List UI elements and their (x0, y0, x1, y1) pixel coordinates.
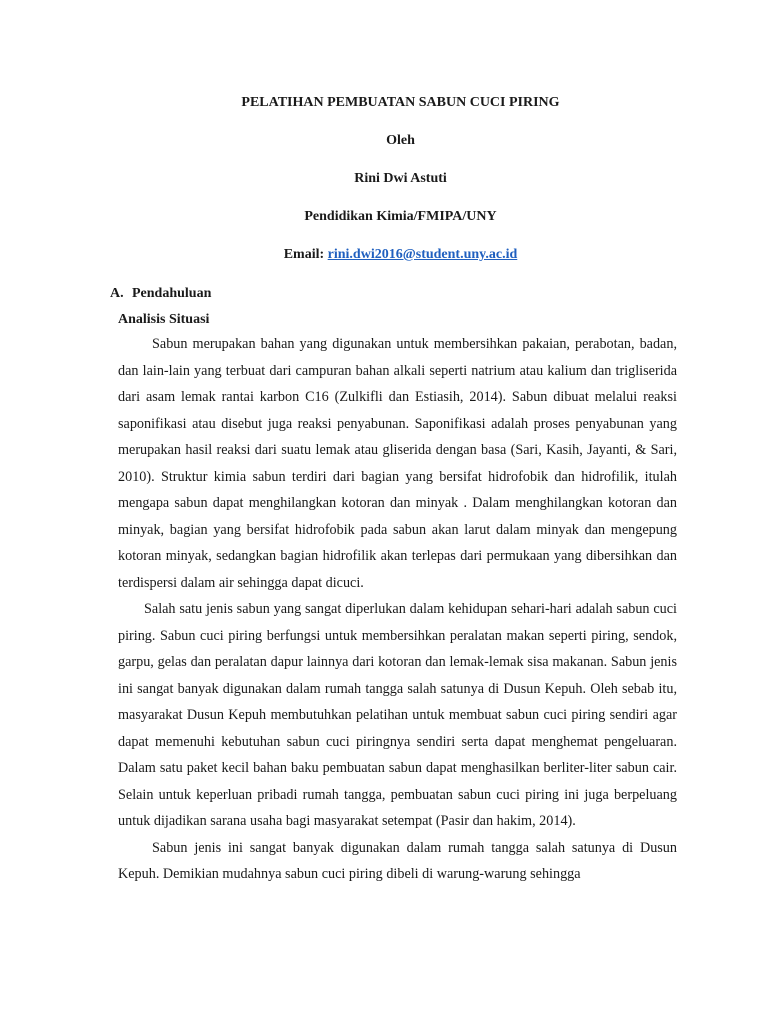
document-title: PELATIHAN PEMBUATAN SABUN CUCI PIRING (241, 95, 560, 110)
paragraph-1: Sabun merupakan bahan yang digunakan untuk membersihkan pakaian, perabotan, badan, dan lain-lain yang terbuat dari campuran bahan alkali seperti natrium atau kalium dan trigliserida dari asam lemak rantai karbon C16 (Zulkifli dan Estiasih, 2014). Sabun dibuat melalui reaksi saponifikasi atau disebut juga reaksi penyabunan. Saponifikasi adalah proses penyabunan yang merupakan hasil reaksi dari suatu lemak atau gliserida dengan basa (Sari, Kasih, Jayanti, & Sari, 2010). Struktur kimia sabun terdiri dari bagian yang bersifat hidrofobik dan hidrofilik, itulah mengapa sabun dapat menghilangkan kotoran dan minyak . Dalam menghilangkan kotoran dan minyak, bagian yang bersifat hidrofobik pada sabun akan larut dalam minyak dan mengepung kotoran minyak, sedangkan bagian hidrofilik akan terlepas dari permukaan yang dibersihkan dan terdispersi dalam air sehingga dapat dicuci. (118, 336, 677, 591)
section-title: Pendahuluan (132, 286, 212, 301)
by-label: Oleh (386, 133, 415, 148)
email-line (118, 245, 677, 265)
author-name: Rini Dwi Astuti (354, 171, 447, 186)
section-number: A. (110, 286, 124, 301)
email-label: Email: (283, 247, 325, 262)
subsection-heading: Analisis Situasi (118, 312, 210, 327)
section-heading (110, 283, 677, 305)
author-affiliation: Pendidikan Kimia/FMIPA/UNY (304, 209, 497, 224)
paragraph-2: Salah satu jenis sabun yang sangat diperlukan dalam kehidupan sehari-hari adalah sabun cuci piring. Sabun cuci piring berfungsi untuk membersihkan peralatan makan seperti piring, sendok, garpu, gelas dan peralatan dapur lainnya dari kotoran dan lemak-lemak sisa makanan. Sabun jenis ini sangat banyak digunakan dalam rumah tangga salah satunya di Dusun Kepuh. Oleh sebab itu, masyarakat Dusun Kepuh membutuhkan pelatihan untuk membuat sabun cuci piring sendiri agar dapat memenuhi kebutuhan sabun cuci piringnya sendiri serta dapat menghemat pengeluaran. Dalam satu paket kecil bahan baku pembuatan sabun dapat menghasilkan berliter-liter sabun cair. Selain untuk keperluan pribadi rumah tangga, pembuatan sabun cuci piring ini juga berpeluang untuk dijadikan sarana usaha bagi masyarakat setempat (Pasir dan hakim, 2014). (118, 601, 677, 829)
email-link[interactable]: rini.dwi2016@student.uny.ac.id (327, 247, 518, 262)
paragraph-3: Sabun jenis ini sangat banyak digunakan dalam rumah tangga salah satunya di Dusun Kepuh. Demikian mudahnya sabun cuci piring dibeli di warung-warung sehingga (118, 839, 677, 882)
